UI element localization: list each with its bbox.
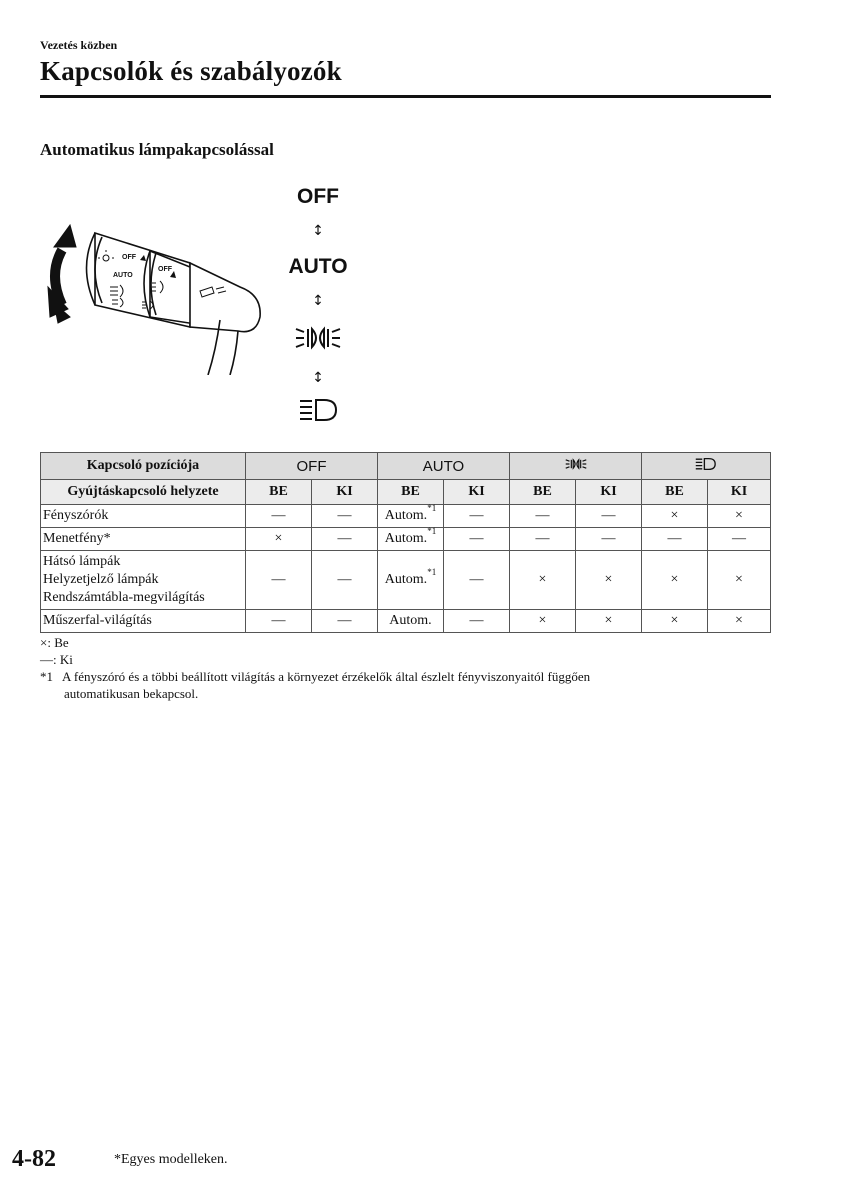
stalk-label-auto: AUTO xyxy=(113,272,133,279)
table-cell: — xyxy=(510,505,576,528)
header-mode-parking xyxy=(510,453,642,480)
table-cell: — xyxy=(246,610,312,633)
table-cell: — xyxy=(312,610,378,633)
updown-arrow-icon: ↕ xyxy=(312,293,324,309)
table-row xyxy=(41,528,771,551)
table-cell: × xyxy=(510,551,576,610)
table-cell: — xyxy=(444,528,510,551)
table-cell: — xyxy=(312,505,378,528)
headlights-icon xyxy=(298,397,340,423)
header-off: KI xyxy=(708,480,771,505)
table-cell: × xyxy=(510,610,576,633)
table-cell-auto xyxy=(378,551,444,610)
header-off: KI xyxy=(444,480,510,505)
header-on: BE xyxy=(246,480,312,505)
parking-lights-icon xyxy=(561,457,591,471)
footnote-mark: *1 xyxy=(427,567,437,578)
cell-text: Autom. xyxy=(384,508,428,523)
table-cell: — xyxy=(444,505,510,528)
header-mode-off: OFF xyxy=(246,453,378,480)
table-cell: × xyxy=(642,505,708,528)
header-ignition: Gyújtáskapcsoló helyzete xyxy=(41,480,246,505)
table-cell: × xyxy=(576,551,642,610)
table-cell-auto xyxy=(378,528,444,551)
table-cell: — xyxy=(444,551,510,610)
updown-arrow-icon: ↕ xyxy=(312,370,324,386)
footnote-1 xyxy=(40,668,590,685)
table-cell: × xyxy=(708,610,771,633)
row-label-line: Helyzetjelző lámpák xyxy=(43,572,159,587)
header-on: BE xyxy=(378,480,444,505)
table-cell: — xyxy=(444,610,510,633)
page-number: 4-82 xyxy=(12,1146,56,1172)
parking-lights-icon xyxy=(294,323,342,353)
stalk-label-fog-off: OFF xyxy=(158,266,172,273)
table-notes xyxy=(40,634,590,702)
subheading: Automatikus lámpakapcsolással xyxy=(40,140,274,159)
header-mode-headlights xyxy=(642,453,771,480)
rotation-arrow-icon xyxy=(48,225,76,323)
cell-text: Autom. xyxy=(384,531,428,546)
header-switch-position: Kapcsoló pozíciója xyxy=(41,453,246,480)
position-off-label: OFF xyxy=(297,185,339,208)
table-cell: × xyxy=(708,505,771,528)
header-off: KI xyxy=(576,480,642,505)
lights-table xyxy=(40,452,771,633)
title-rule xyxy=(40,95,771,98)
footnote-mark: *1 xyxy=(427,503,437,514)
row-label: Műszerfal-világítás xyxy=(41,610,246,633)
row-label-line: Rendszámtábla-megvilágítás xyxy=(43,590,205,605)
light-switch-stalk-illustration xyxy=(40,205,270,375)
footnote-mark: *1 xyxy=(427,526,437,537)
cell-text: Autom. xyxy=(384,572,428,587)
table-row xyxy=(41,610,771,633)
row-label: Menetfény* xyxy=(41,528,246,551)
row-label xyxy=(41,551,246,610)
legend-off: —: Ki xyxy=(40,652,73,667)
header-mode-auto: AUTO xyxy=(378,453,510,480)
position-auto-label: AUTO xyxy=(288,255,348,278)
table-subheader-row xyxy=(41,480,771,505)
table-cell: × xyxy=(708,551,771,610)
table-cell: — xyxy=(642,528,708,551)
header-on: BE xyxy=(510,480,576,505)
legend-on: ×: Be xyxy=(40,635,69,650)
footnote-1-mark: *1 xyxy=(40,669,53,684)
header-off: KI xyxy=(312,480,378,505)
table-cell: Autom. xyxy=(378,610,444,633)
table-cell: — xyxy=(246,551,312,610)
section-label: Vezetés közben xyxy=(40,38,118,52)
stalk-label-off: OFF xyxy=(122,254,136,261)
table-cell: × xyxy=(642,610,708,633)
footnote-1-text-cont: automatikusan bekapcsol. xyxy=(64,686,199,701)
table-cell: × xyxy=(576,610,642,633)
table-cell-auto xyxy=(378,505,444,528)
page-footnote: *Egyes modelleken. xyxy=(114,1152,228,1167)
footnote-1-text: A fényszóró és a többi beállított világítás a környezet érzékelők által észlelt fényviszonyaitól függően xyxy=(62,669,591,684)
table-row xyxy=(41,505,771,528)
table-row xyxy=(41,551,771,610)
table-cell: — xyxy=(576,528,642,551)
row-label: Fényszórók xyxy=(41,505,246,528)
page-title: Kapcsolók és szabályozók xyxy=(40,56,342,86)
table-cell: × xyxy=(642,551,708,610)
updown-arrow-icon: ↕ xyxy=(312,223,324,239)
table-cell: — xyxy=(708,528,771,551)
headlights-icon xyxy=(694,457,718,471)
header-on: BE xyxy=(642,480,708,505)
table-cell: — xyxy=(510,528,576,551)
row-label-line: Hátsó lámpák xyxy=(43,554,121,569)
table-cell: — xyxy=(246,505,312,528)
table-cell: — xyxy=(312,528,378,551)
table-cell: × xyxy=(246,528,312,551)
table-cell: — xyxy=(312,551,378,610)
table-cell: — xyxy=(576,505,642,528)
table-header-row xyxy=(41,453,771,480)
